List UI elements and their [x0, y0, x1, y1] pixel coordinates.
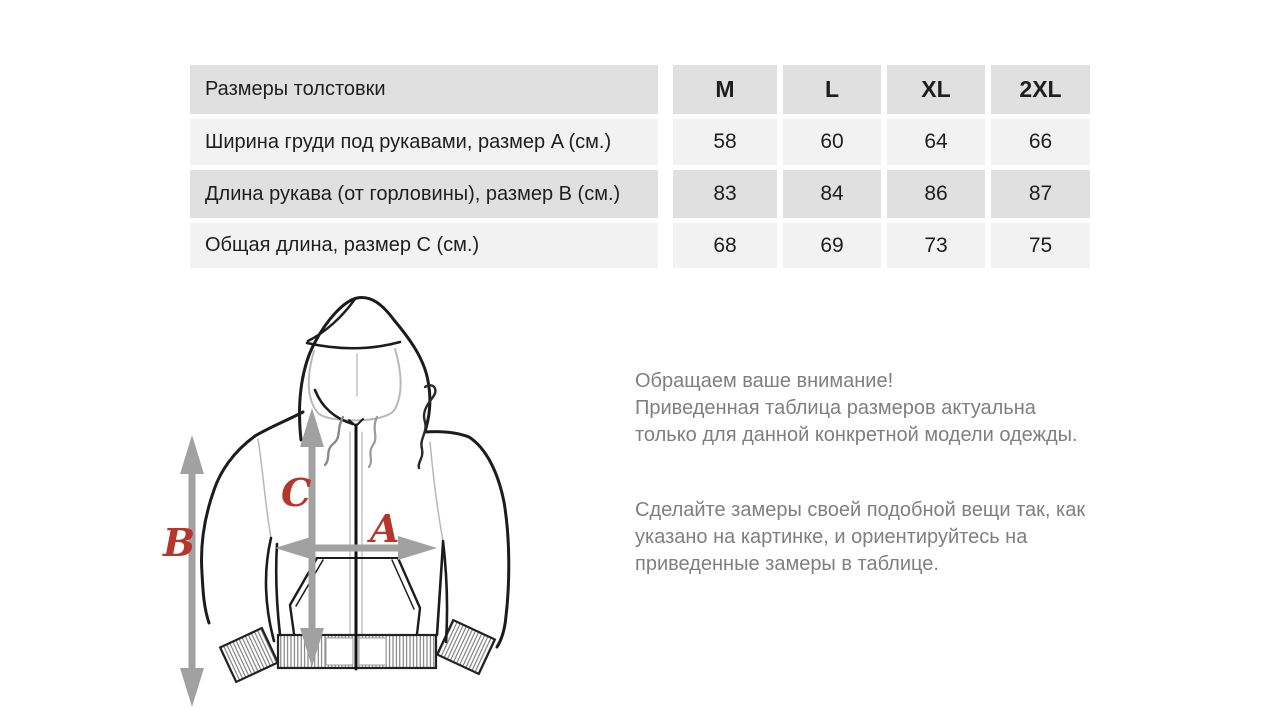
note-line: Обращаем ваше внимание!: [635, 370, 894, 392]
table-row-chest-width: [190, 119, 1090, 165]
hoodie-measurement-diagram: [130, 290, 590, 715]
size-header-xl: XL: [887, 65, 985, 114]
row-label: Общая длина, размер C (см.): [190, 223, 658, 268]
row-label: Длина рукава (от горловины), размер B (см.): [190, 170, 658, 218]
value-cell: 84: [783, 170, 881, 218]
hood-outline: [300, 297, 430, 440]
size-header-m: M: [673, 65, 777, 114]
note-attention: [635, 368, 1140, 449]
value-cell: 66: [991, 119, 1090, 165]
left-sleeve: [202, 436, 256, 623]
value-cell: 73: [887, 223, 985, 268]
right-sleeve: [469, 437, 509, 647]
value-cell: 64: [887, 119, 985, 165]
hoodie-outline: [202, 297, 509, 669]
notes-block: [635, 368, 1140, 578]
value-cell: 75: [991, 223, 1090, 268]
value-cell: 60: [783, 119, 881, 165]
table-header-row: [190, 65, 1090, 114]
value-cell: 87: [991, 170, 1090, 218]
table-title-cell: Размеры толстовки: [190, 65, 658, 114]
left-cuff: [220, 628, 278, 682]
measure-label-b: B: [163, 520, 196, 565]
value-cell: 58: [673, 119, 777, 165]
note-line: указано на картинке, и ориентируйтесь на: [635, 526, 1028, 548]
note-line: Приведенная таблица размеров актуальна: [635, 397, 1036, 419]
drawstrings: [325, 385, 435, 468]
measure-label-c: C: [281, 470, 312, 515]
table-row-sleeve-length: [190, 170, 1090, 218]
hood-fold-line: [308, 299, 355, 341]
size-header-2xl: 2XL: [991, 65, 1090, 114]
note-line: приведенные замеры в таблице.: [635, 553, 939, 575]
hood-band-line: [307, 342, 400, 348]
value-cell: 83: [673, 170, 777, 218]
table-row-total-length: [190, 223, 1090, 268]
note-line: Сделайте замеры своей подобной вещи так, как: [635, 499, 1086, 521]
note-instructions: [635, 497, 1140, 578]
measure-label-a: A: [370, 506, 400, 551]
note-line: только для данной конкретной модели одежды.: [635, 424, 1078, 446]
size-table: [190, 65, 1090, 268]
value-cell: 86: [887, 170, 985, 218]
size-header-l: L: [783, 65, 881, 114]
row-label: Ширина груди под рукавами, размер A (см.): [190, 119, 658, 165]
value-cell: 69: [783, 223, 881, 268]
value-cell: 68: [673, 223, 777, 268]
